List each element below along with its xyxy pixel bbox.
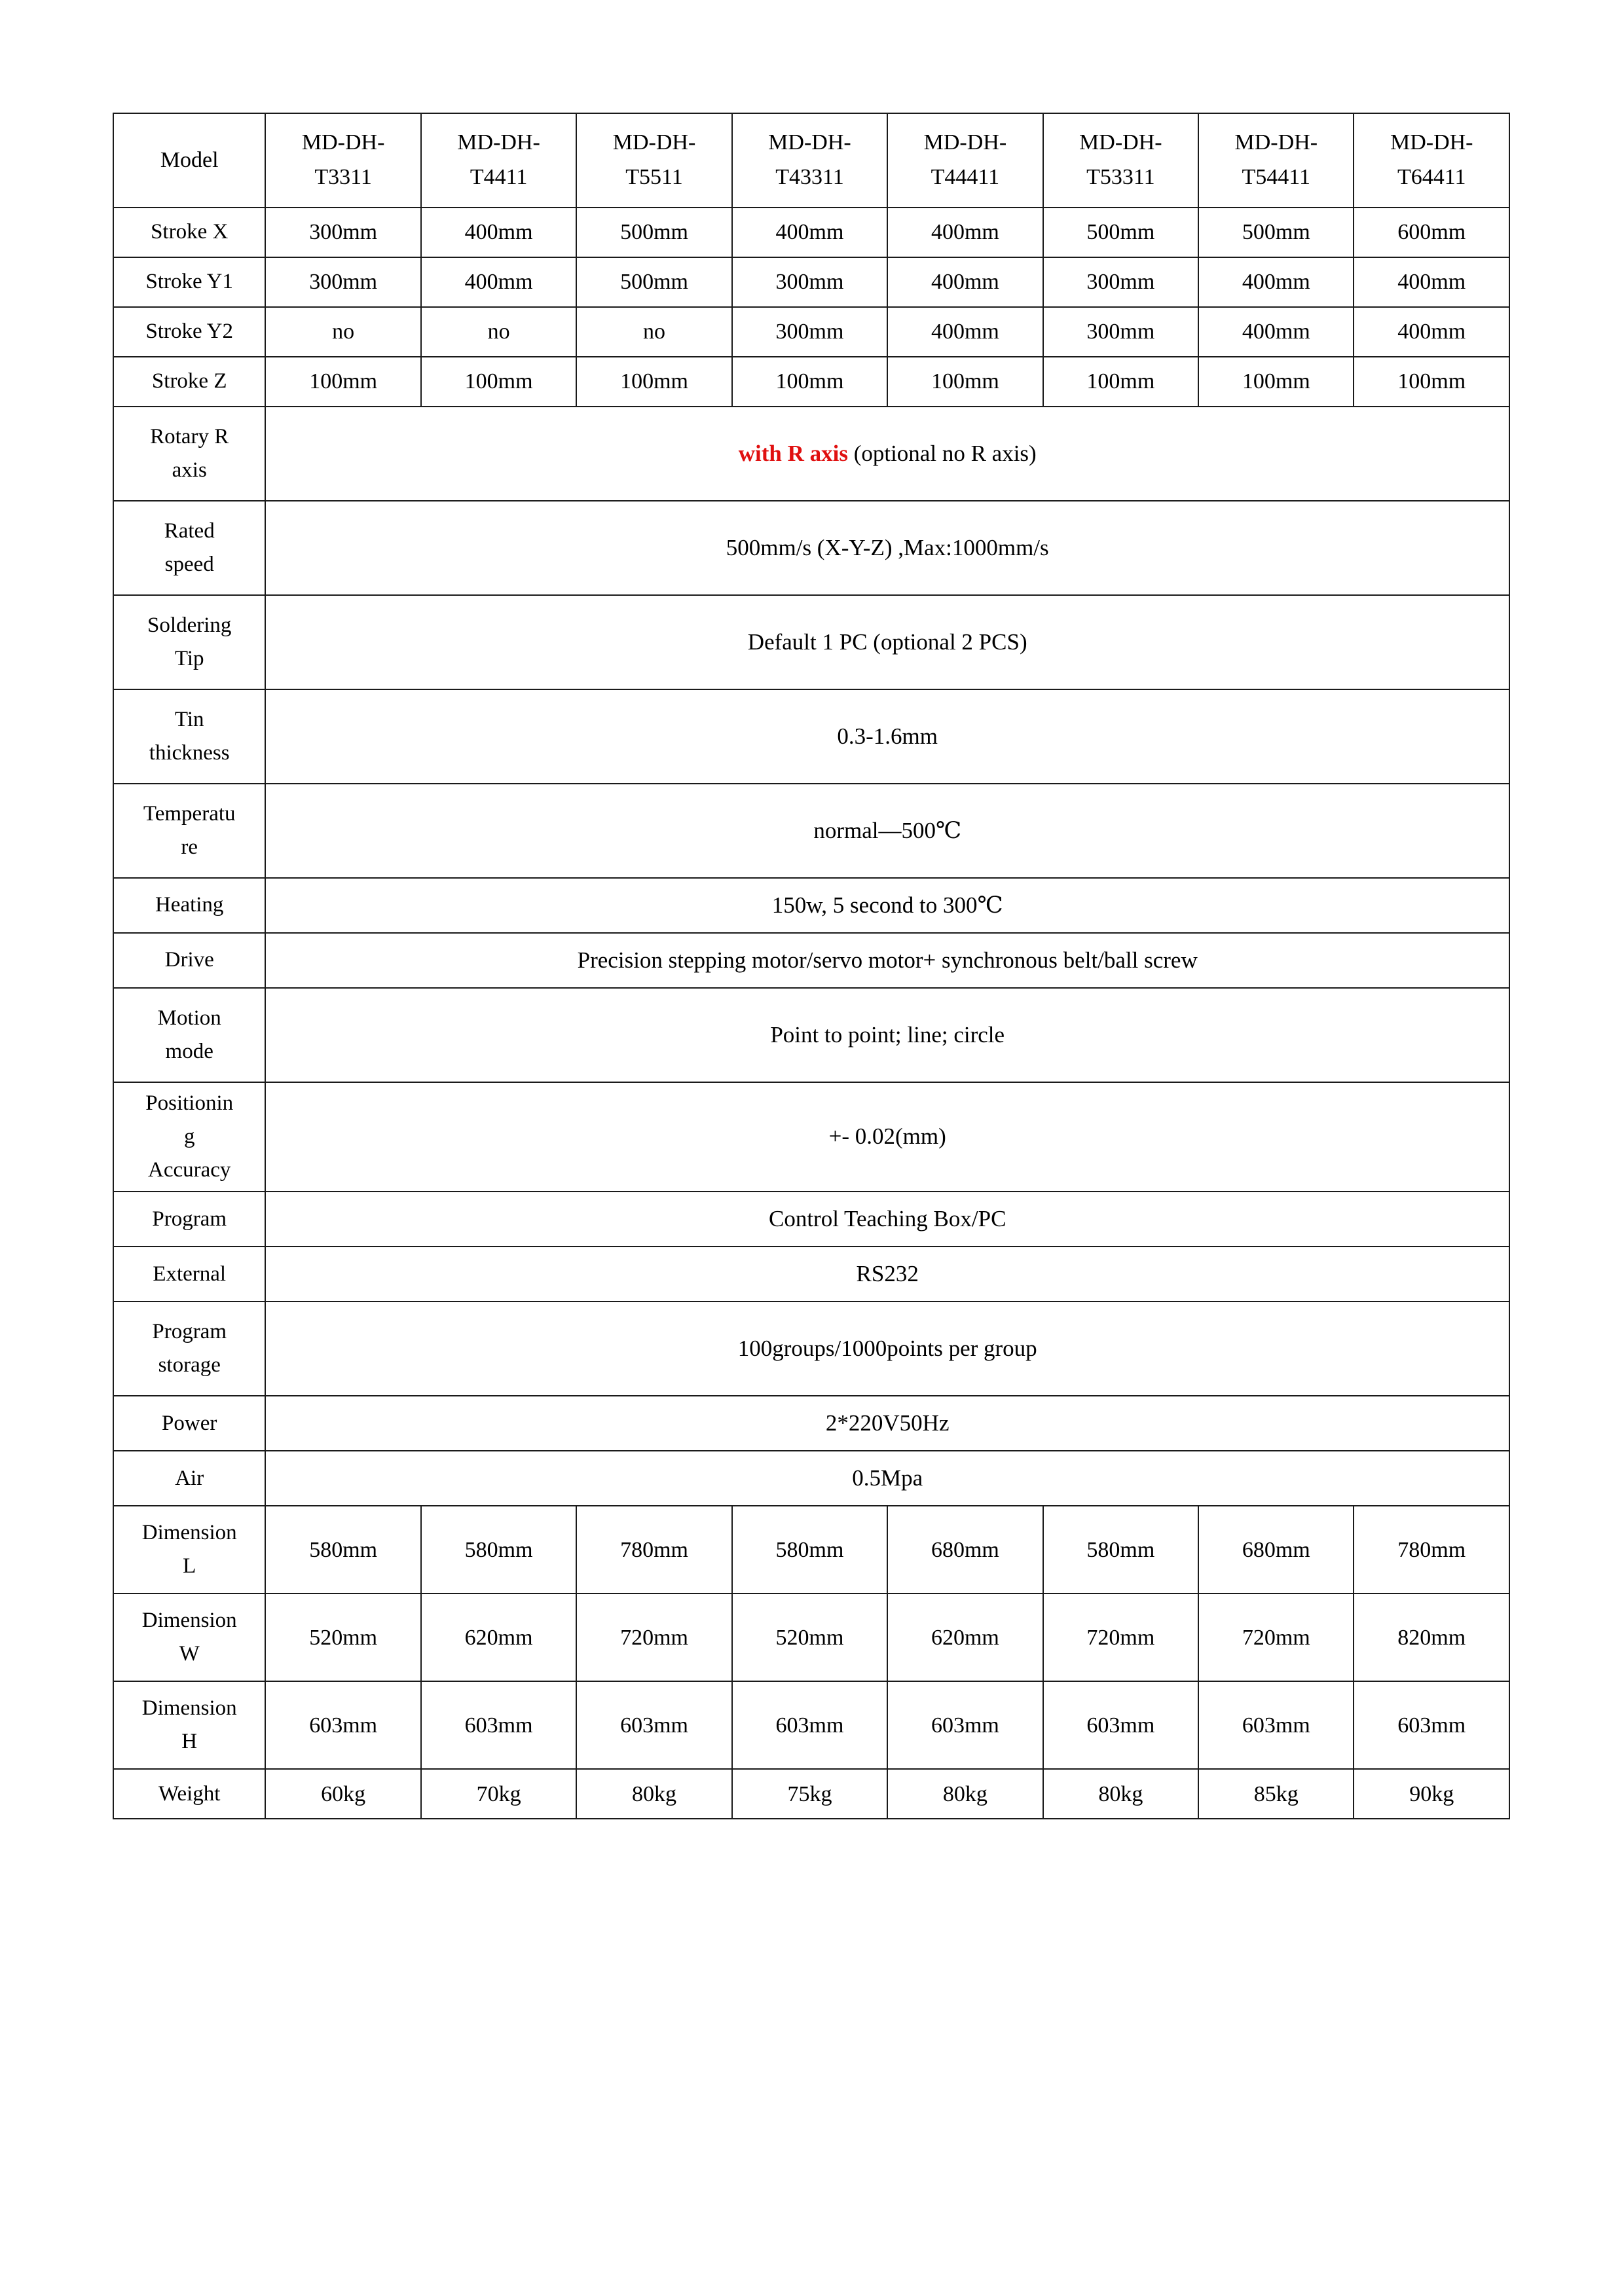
row-label-heating: Heating [113,878,265,933]
cell-stroke-y1-6: 300mm [1043,257,1198,307]
row-label-line1: Dimension [141,1696,237,1721]
cell-stroke-y2-7: 400mm [1198,307,1354,357]
row-label-soldering-tip [113,595,265,689]
table-row-rotary-r-axis [113,407,1509,501]
row-label-drive: Drive [113,933,265,988]
cell-dimension-h-6: 603mm [1043,1681,1198,1769]
table-row-stroke-y2 [113,307,1509,357]
cell-stroke-y1-7: 400mm [1198,257,1354,307]
cell-rotary-r-axis-value [265,407,1509,501]
row-label-line2: W [179,1642,200,1666]
row-label-program-storage [113,1302,265,1396]
cell-stroke-y2-1: no [265,307,420,357]
row-label-line2: storage [158,1353,221,1377]
row-label-line2: g [183,1125,195,1149]
cell-weight-5: 80kg [887,1769,1043,1819]
specification-table [113,113,1510,1819]
cell-dimension-l-6: 580mm [1043,1506,1198,1594]
model-name-line1: MD-DH- [923,130,1007,155]
row-label-line2: L [183,1554,196,1578]
row-label-line1: Motion [157,1006,221,1030]
row-label-air: Air [113,1451,265,1506]
cell-dimension-h-7: 603mm [1198,1681,1354,1769]
model-header-cell-3 [576,113,731,208]
table-row-stroke-y1 [113,257,1509,307]
cell-tin-thickness-value: 0.3-1.6mm [265,689,1509,784]
cell-stroke-y1-2: 400mm [421,257,576,307]
model-name-line2: T54411 [1242,165,1311,189]
cell-stroke-x-6: 500mm [1043,208,1198,257]
cell-weight-3: 80kg [576,1769,731,1819]
row-label-power: Power [113,1396,265,1451]
row-label-line2: re [181,835,198,859]
cell-dimension-h-1: 603mm [265,1681,420,1769]
cell-power-value: 2*220V50Hz [265,1396,1509,1451]
cell-stroke-y1-3: 500mm [576,257,731,307]
cell-stroke-x-2: 400mm [421,208,576,257]
row-label-line2: mode [165,1040,213,1063]
cell-weight-6: 80kg [1043,1769,1198,1819]
cell-stroke-z-4: 100mm [732,357,887,407]
table-row-dimension-l [113,1506,1509,1594]
row-label-program: Program [113,1192,265,1247]
row-label-line1: Program [152,1320,227,1344]
table-row-soldering-tip [113,595,1509,689]
cell-dimension-h-5: 603mm [887,1681,1043,1769]
table-row-external [113,1247,1509,1302]
cell-heating-value: 150w, 5 second to 300℃ [265,878,1509,933]
row-label-motion-mode [113,988,265,1082]
model-name-line2: T64411 [1397,165,1466,189]
model-name-line2: T44411 [931,165,1000,189]
row-label-stroke-x: Stroke X [113,208,265,257]
row-label-external: External [113,1247,265,1302]
cell-stroke-y1-4: 300mm [732,257,887,307]
table-row-drive [113,933,1509,988]
cell-dimension-w-6: 720mm [1043,1594,1198,1681]
table-row-air [113,1451,1509,1506]
cell-weight-2: 70kg [421,1769,576,1819]
cell-stroke-y1-8: 400mm [1354,257,1509,307]
row-label-line2: thickness [149,741,230,765]
cell-stroke-z-2: 100mm [421,357,576,407]
cell-dimension-l-3: 780mm [576,1506,731,1594]
cell-dimension-l-8: 780mm [1354,1506,1509,1594]
cell-rated-speed-value: 500mm/s (X-Y-Z) ,Max:1000mm/s [265,501,1509,595]
row-label-line2: Tip [174,647,204,670]
row-label-stroke-y1: Stroke Y1 [113,257,265,307]
table-row-positioning-accuracy [113,1082,1509,1192]
table-row-weight [113,1769,1509,1819]
model-name-line2: T53311 [1086,165,1155,189]
cell-stroke-z-5: 100mm [887,357,1043,407]
specification-table-container [113,113,1510,1819]
cell-stroke-z-1: 100mm [265,357,420,407]
table-row-model-header [113,113,1509,208]
cell-stroke-x-8: 600mm [1354,208,1509,257]
cell-dimension-w-4: 520mm [732,1594,887,1681]
model-header-cell-7 [1198,113,1354,208]
model-name-line1: MD-DH- [768,130,851,155]
cell-stroke-z-3: 100mm [576,357,731,407]
cell-stroke-x-1: 300mm [265,208,420,257]
cell-dimension-h-8: 603mm [1354,1681,1509,1769]
row-label-line2: H [181,1730,198,1754]
rotary-r-axis-note: (optional no R axis) [847,440,1037,466]
cell-dimension-h-4: 603mm [732,1681,887,1769]
cell-stroke-z-7: 100mm [1198,357,1354,407]
cell-stroke-x-4: 400mm [732,208,887,257]
cell-stroke-y2-2: no [421,307,576,357]
cell-motion-mode-value: Point to point; line; circle [265,988,1509,1082]
row-label-dimension-w [113,1594,265,1681]
row-label-line1: Positionin [145,1091,234,1115]
table-row-power [113,1396,1509,1451]
rotary-r-axis-highlight: with R axis [738,440,848,466]
row-label-tin-thickness [113,689,265,784]
table-row-program [113,1192,1509,1247]
table-row-dimension-h [113,1681,1509,1769]
row-label-dimension-l [113,1506,265,1594]
cell-dimension-w-8: 820mm [1354,1594,1509,1681]
cell-stroke-y1-1: 300mm [265,257,420,307]
cell-weight-7: 85kg [1198,1769,1354,1819]
model-header-cell-5 [887,113,1043,208]
table-row-tin-thickness [113,689,1509,784]
table-row-rated-speed [113,501,1509,595]
cell-external-value: RS232 [265,1247,1509,1302]
model-name-line1: MD-DH- [301,130,385,155]
model-name-line2: T43311 [775,165,844,189]
cell-temperature-value: normal—500℃ [265,784,1509,878]
cell-weight-1: 60kg [265,1769,420,1819]
cell-dimension-l-2: 580mm [421,1506,576,1594]
cell-positioning-accuracy-value: +- 0.02(mm) [265,1082,1509,1192]
row-label-line2: axis [172,458,207,482]
model-name-line2: T3311 [314,165,372,189]
model-header-cell-2 [421,113,576,208]
model-name-line2: T5511 [625,165,683,189]
cell-dimension-w-2: 620mm [421,1594,576,1681]
table-row-stroke-z [113,357,1509,407]
row-label-rotary-r-axis [113,407,265,501]
row-label-line2: speed [164,553,214,576]
cell-stroke-y1-5: 400mm [887,257,1043,307]
row-label-weight: Weight [113,1769,265,1819]
cell-dimension-w-5: 620mm [887,1594,1043,1681]
model-header-cell-6 [1043,113,1198,208]
cell-stroke-y2-8: 400mm [1354,307,1509,357]
table-row-program-storage [113,1302,1509,1396]
model-name-line1: MD-DH- [1234,130,1318,155]
cell-dimension-l-5: 680mm [887,1506,1043,1594]
cell-stroke-x-3: 500mm [576,208,731,257]
cell-dimension-w-3: 720mm [576,1594,731,1681]
table-row-heating [113,878,1509,933]
row-label-positioning-accuracy [113,1082,265,1192]
cell-weight-8: 90kg [1354,1769,1509,1819]
cell-program-storage-value: 100groups/1000points per group [265,1302,1509,1396]
cell-dimension-h-2: 603mm [421,1681,576,1769]
cell-soldering-tip-value: Default 1 PC (optional 2 PCS) [265,595,1509,689]
model-name-line1: MD-DH- [1079,130,1162,155]
model-name-line1: MD-DH- [612,130,696,155]
row-label-line1: Tin [174,707,204,731]
model-name-line1: MD-DH- [457,130,540,155]
cell-dimension-l-4: 580mm [732,1506,887,1594]
table-row-temperature [113,784,1509,878]
row-label-stroke-y2: Stroke Y2 [113,307,265,357]
cell-stroke-y2-6: 300mm [1043,307,1198,357]
cell-drive-value: Precision stepping motor/servo motor+ synchronous belt/ball screw [265,933,1509,988]
model-name-line1: MD-DH- [1390,130,1473,155]
row-label-line1: Dimension [141,1521,237,1545]
cell-stroke-z-6: 100mm [1043,357,1198,407]
table-row-motion-mode [113,988,1509,1082]
cell-weight-4: 75kg [732,1769,887,1819]
row-label-line1: Soldering [147,613,232,637]
cell-dimension-w-1: 520mm [265,1594,420,1681]
cell-stroke-z-8: 100mm [1354,357,1509,407]
model-name-line2: T4411 [470,165,528,189]
cell-dimension-h-3: 603mm [576,1681,731,1769]
cell-stroke-y2-5: 400mm [887,307,1043,357]
table-row-stroke-x [113,208,1509,257]
row-label-temperature [113,784,265,878]
row-label-dimension-h [113,1681,265,1769]
cell-program-value: Control Teaching Box/PC [265,1192,1509,1247]
row-label-line1: Dimension [141,1609,237,1633]
row-label-line1: Temperatu [143,801,236,826]
cell-stroke-x-5: 400mm [887,208,1043,257]
row-label-model: Model [113,113,265,208]
model-header-cell-1 [265,113,420,208]
model-header-cell-8 [1354,113,1509,208]
table-row-dimension-w [113,1594,1509,1681]
row-label-stroke-z: Stroke Z [113,357,265,407]
row-label-line3: Accuracy [148,1158,231,1182]
model-header-cell-4 [732,113,887,208]
row-label-line1: Rated [164,519,215,543]
cell-stroke-y2-4: 300mm [732,307,887,357]
cell-stroke-y2-3: no [576,307,731,357]
cell-air-value: 0.5Mpa [265,1451,1509,1506]
row-label-rated-speed [113,501,265,595]
cell-dimension-l-7: 680mm [1198,1506,1354,1594]
cell-dimension-l-1: 580mm [265,1506,420,1594]
cell-stroke-x-7: 500mm [1198,208,1354,257]
row-label-line1: Rotary R [150,424,229,448]
cell-dimension-w-7: 720mm [1198,1594,1354,1681]
